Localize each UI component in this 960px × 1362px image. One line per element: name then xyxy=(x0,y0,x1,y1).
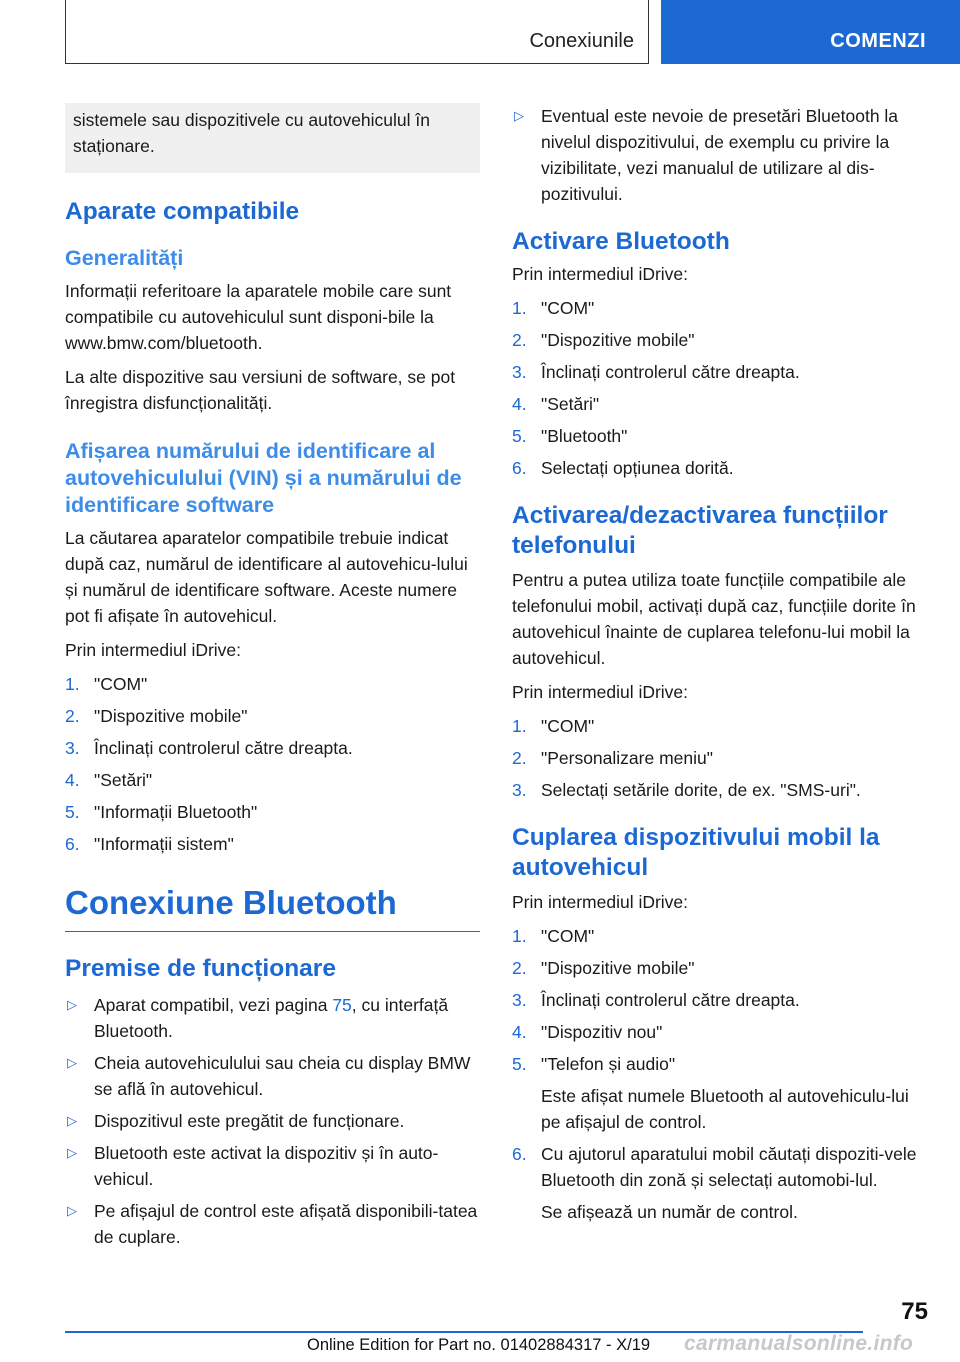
list-item: 5. "Informații Bluetooth" xyxy=(65,802,258,822)
list-item: 3. Înclinați controlerul către dreapta. xyxy=(512,990,800,1010)
list-item: 5. "Telefon și audio" Este afișat numele Bluetooth al autovehiculu-lui pe afișajul de control. xyxy=(512,1051,932,1135)
list-item: 1. "COM" xyxy=(512,926,595,946)
triangle-bullet-icon: ▷ xyxy=(67,1145,77,1160)
header-chapter-tab[interactable] xyxy=(661,0,960,64)
list-item: 1. "COM" xyxy=(65,674,148,694)
note-text: sistemele sau dispozitivele cu autovehiculul în staționare. xyxy=(73,110,430,156)
steps-pair-list xyxy=(512,923,932,1225)
heading-phone-functions: Activarea/dezactivarea funcțiilor telefonului xyxy=(512,502,888,559)
note-box xyxy=(65,103,480,173)
page-number: 75 xyxy=(901,1298,928,1325)
list-item: ▷ Bluetooth este activat la dispozitiv și în auto-vehicul. xyxy=(65,1140,480,1192)
header-section-tab xyxy=(65,0,649,64)
triangle-bullet-icon: ▷ xyxy=(67,1055,77,1070)
list-item: 6. "Informații sistem" xyxy=(65,834,234,854)
list-item: 2. "Personalizare meniu" xyxy=(512,748,713,768)
list-item: 2. "Dispozitive mobile" xyxy=(512,330,695,350)
header-chapter-label: COMENZI xyxy=(830,30,926,52)
heading-pair-device: Cuplarea dispozitivului mobil la autovehicul xyxy=(512,824,880,881)
list-item: ▷ Dispozitivul este pregătit de funcționare. xyxy=(65,1108,480,1134)
paragraph-general-1: Informații referitoare la aparatele mobile care sunt compatibile cu autovehiculul sunt disponi-bile la www.bmw.com/bluetooth. xyxy=(65,281,452,353)
list-item: ▷ Eventual este nevoie de presetări Bluetooth la nivelul dispozitivului, de exemplu cu privire la vizibilitate, vezi manualul de utilizare al dis-pozitivului. xyxy=(512,103,932,207)
paragraph-idrive: Prin intermediul iDrive: xyxy=(65,640,242,660)
triangle-bullet-icon: ▷ xyxy=(67,1203,77,1218)
paragraph-vin: La căutarea aparatelor compatibile trebuie indicat după caz, numărul de identificare al autovehicu-lului și numărul de identificare software. Aceste numere pot fi afișate în autovehicul. xyxy=(65,528,468,626)
list-item: 3. Selectați setările dorite, de ex. "SMS-uri". xyxy=(512,780,861,800)
list-item: 2. "Dispozitive mobile" xyxy=(512,958,695,978)
list-item: 4. "Setări" xyxy=(512,394,600,414)
paragraph-idrive: Prin intermediul iDrive: xyxy=(512,682,689,702)
paragraph-functions: Pentru a putea utiliza toate funcțiile compatibile ale telefonului mobil, activați după caz, funcțiile dorite în autovehicul înainte de cuplarea telefonu-lui mobil la autovehicul. xyxy=(512,570,916,668)
triangle-bullet-icon: ▷ xyxy=(67,997,77,1012)
list-item: 3. Înclinați controlerul către dreapta. xyxy=(65,738,353,758)
left-column xyxy=(65,103,480,1256)
top-note-list xyxy=(512,103,932,207)
steps-functions-list xyxy=(512,713,932,803)
paragraph-idrive: Prin intermediul iDrive: xyxy=(512,892,689,912)
step-result-text: Se afișează un număr de control. xyxy=(541,1202,798,1222)
list-item: 2. "Dispozitive mobile" xyxy=(65,706,248,726)
paragraph-idrive: Prin intermediul iDrive: xyxy=(512,264,689,284)
list-item: ▷ Pe afișajul de control este afișată disponibili-tatea de cuplare. xyxy=(65,1198,480,1250)
steps-activate-list xyxy=(512,295,932,481)
right-column xyxy=(512,103,932,1233)
step-result-text: Este afișat numele Bluetooth al autovehiculu-lui pe afișajul de control. xyxy=(541,1086,909,1132)
list-item: 6. Cu ajutorul aparatului mobil căutați dispoziti-vele Bluetooth din zonă și selectați automobi-lul. Se afișează un număr de control. xyxy=(512,1141,932,1225)
list-item: 1. "COM" xyxy=(512,716,595,736)
watermark: carmanualsonline.info xyxy=(684,1332,914,1355)
heading-compatible-devices: Aparate compatibile xyxy=(65,198,300,225)
triangle-bullet-icon: ▷ xyxy=(514,108,524,123)
footer-edition: Online Edition for Part no. 01402884317 - X/19 xyxy=(307,1336,651,1354)
list-item: ▷ Aparat compatibil, vezi pagina 75, cu interfață Bluetooth. xyxy=(65,992,480,1044)
triangle-bullet-icon: ▷ xyxy=(67,1113,77,1128)
heading-prerequisites: Premise de funcționare xyxy=(65,955,336,982)
list-item: 4. "Setări" xyxy=(65,770,153,790)
heading-activate-bluetooth: Activare Bluetooth xyxy=(512,228,730,255)
steps-vin-list xyxy=(65,671,480,857)
list-item: 5. "Bluetooth" xyxy=(512,426,628,446)
page-link[interactable]: 75 xyxy=(332,995,352,1015)
heading-bluetooth-connection: Conexiune Bluetooth xyxy=(65,883,480,932)
list-item: ▷ Cheia autovehiculului sau cheia cu display BMW se află în autovehicul. xyxy=(65,1050,480,1102)
paragraph-general-2: La alte dispozitive sau versiuni de software, se pot înregistra disfuncționalități. xyxy=(65,367,456,413)
list-item: 3. Înclinați controlerul către dreapta. xyxy=(512,362,800,382)
header-section-title: Conexiunile xyxy=(529,30,634,52)
heading-vin: Afișarea numărului de identificare al autovehiculului (VIN) și a numărului de identificare software xyxy=(65,439,462,517)
list-item: 4. "Dispozitiv nou" xyxy=(512,1022,663,1042)
list-item: 6. Selectați opțiunea dorită. xyxy=(512,458,734,478)
heading-general: Generalități xyxy=(65,246,184,270)
prerequisites-list xyxy=(65,992,480,1250)
list-item: 1. "COM" xyxy=(512,298,595,318)
